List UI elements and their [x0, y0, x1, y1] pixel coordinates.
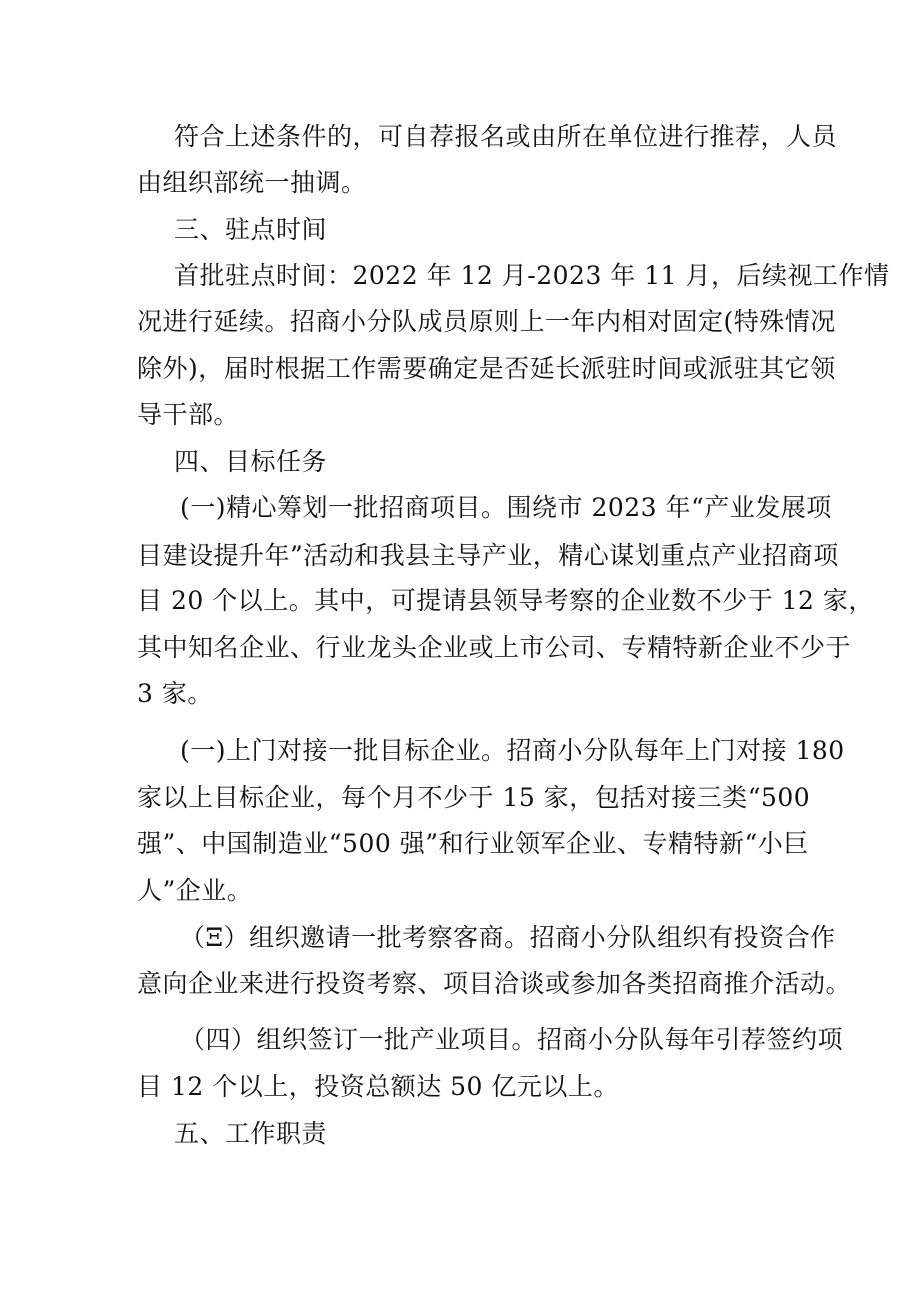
line-text: 首批驻点时间：2022 年 12 月-2023 年 11 月，后续视工作情 — [174, 261, 890, 290]
line-text: 目 12 个以上，投资总额达 50 亿元以上。 — [137, 1072, 619, 1101]
paragraph-line — [0, 298, 920, 346]
heading-text: 三、驻点时间 — [174, 215, 328, 244]
section-heading — [0, 206, 920, 254]
paragraph-line — [0, 1063, 920, 1111]
paragraph-line — [0, 820, 920, 868]
line-text: （四）组织签订一批产业项目。招商小分队每年引荐签约项 — [180, 1025, 844, 1054]
line-text: 导干部。 — [137, 400, 240, 429]
line-text: 符合上述条件的，可自荐报名或由所在单位进行推荐，人员 — [174, 122, 838, 151]
heading-text: 五、工作职责 — [174, 1119, 328, 1148]
paragraph-line — [0, 867, 920, 915]
paragraph-line — [0, 484, 920, 532]
line-text: 家以上目标企业，每个月不少于 15 家，包括对接三类“500 — [137, 783, 811, 812]
line-text: 强”、中国制造业“500 强”和行业领军企业、专精特新“小巨 — [137, 829, 809, 858]
line-text: 意向企业来进行投资考察、项目洽谈或参加各类招商推介活动。 — [137, 969, 852, 998]
paragraph-line — [0, 345, 920, 393]
paragraph-line — [0, 774, 920, 822]
paragraph-line — [0, 670, 920, 718]
line-text: 况进行延续。招商小分队成员原则上一年内相对固定(特殊情况 — [137, 307, 836, 336]
line-text: 由组织部统一抽调。 — [137, 168, 367, 197]
paragraph-line — [0, 727, 920, 775]
paragraph-line — [0, 159, 920, 207]
paragraph-line — [0, 914, 920, 962]
paragraph-line — [0, 624, 920, 672]
paragraph-line — [0, 577, 920, 625]
section-heading — [0, 438, 920, 486]
line-text: 其中知名企业、行业龙头企业或上市公司、专精特新企业不少于 — [137, 633, 852, 662]
paragraph-line — [0, 252, 920, 300]
line-text: (一)上门对接一批目标企业。招商小分队每年上门对接 180 — [180, 736, 845, 765]
line-text: 目建设提升年”活动和我县主导产业，精心谋划重点产业招商项 — [137, 541, 839, 570]
paragraph-line — [0, 960, 920, 1008]
line-text: （Ξ）组织邀请一批考察客商。招商小分队组织有投资合作 — [180, 923, 836, 952]
heading-text: 四、目标任务 — [174, 447, 328, 476]
section-heading — [0, 1110, 920, 1158]
paragraph-line — [0, 391, 920, 439]
line-text: 3 家。 — [137, 679, 213, 708]
paragraph-line — [0, 1016, 920, 1064]
paragraph-line — [0, 113, 920, 161]
line-text: 人”企业。 — [137, 876, 253, 905]
line-text: 目 20 个以上。其中，可提请县领导考察的企业数不少于 12 家， — [137, 586, 874, 615]
line-text: 除外)，届时根据工作需要确定是否延长派驻时间或派驻其它领 — [137, 354, 836, 383]
line-text: (一)精心筹划一批招商项目。围绕市 2023 年“产业发展项 — [180, 493, 832, 522]
paragraph-line — [0, 532, 920, 580]
